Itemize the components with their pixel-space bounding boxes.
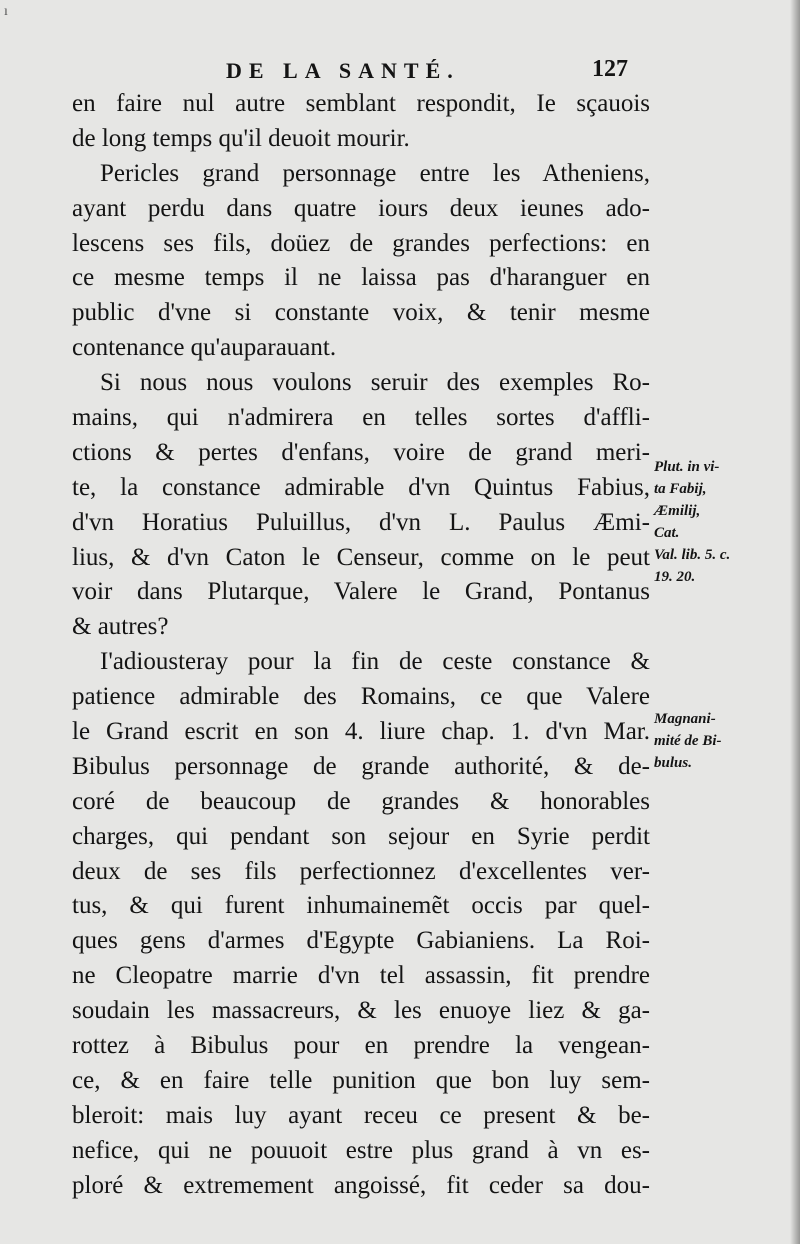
text-line: bleroit: mais luy ayant receu ce present & be-	[72, 1101, 650, 1129]
page-header	[0, 58, 800, 88]
text-line: le Grand escrit en son 4. liure chap. 1. d'vn Mar.	[72, 718, 650, 746]
text-line: tus, & qui furent inhumainemẽt occis par quel-	[72, 892, 650, 920]
text-line: I'adiousteray pour la fin de ceste constance &	[100, 648, 650, 676]
text-line: d'vn Horatius Puluillus, d'vn L. Paulus Æmi-	[72, 508, 650, 536]
text-line: ne Cleopatre marrie d'vn tel assassin, fit prendre	[72, 962, 650, 990]
text-line: te, la constance admirable d'vn Quintus Fabius,	[72, 473, 650, 501]
paragraph	[72, 366, 650, 645]
text-line: contenance qu'auparauant.	[72, 334, 337, 362]
text-line: de long temps qu'il deuoit mourir.	[72, 124, 410, 152]
text-line: lius, & d'vn Caton le Censeur, comme on le peut	[72, 543, 650, 571]
margin-note-sources	[654, 456, 774, 588]
margin-note-line: mité de Bi-	[654, 733, 722, 749]
page-number: 127	[592, 56, 628, 82]
text-line: lescens ses fils, doüez de grandes perfections: en	[72, 229, 650, 257]
text-line: ploré & extremement angoissé, fit ceder sa dou-	[72, 1171, 650, 1199]
text-line: ctions & pertes d'enfans, voire de grand meri-	[72, 438, 650, 466]
text-line: en faire nul autre semblant respondit, Ie sçauois	[72, 90, 650, 117]
margin-note-line: Val. lib. 5. c.	[654, 547, 731, 563]
running-head: DE LA SANTÉ.	[226, 58, 460, 83]
margin-note-line: Plut. in vi-	[654, 459, 720, 475]
text-line: Bibulus personnage de grande authorité, & de-	[72, 752, 650, 780]
text-line: public d'vne si constante voix, & tenir mesme	[72, 299, 650, 327]
text-line: Pericles grand personnage entre les Atheniens,	[100, 159, 650, 187]
margin-note-line: bulus.	[654, 755, 692, 771]
text-line: charges, qui pendant son sejour en Syrie perdit	[72, 822, 650, 850]
text-line: deux de ses fils perfectionnez d'excellentes ver-	[72, 857, 650, 885]
paragraph	[72, 645, 650, 1203]
text-line: patience admirable des Romains, ce que Valere	[72, 683, 650, 711]
margin-note-line: Æmilij,	[654, 503, 701, 519]
text-line: voir dans Plutarque, Valere le Grand, Pontanus	[72, 578, 650, 606]
text-line: rottez à Bibulus pour en prendre la vengean-	[72, 1032, 650, 1060]
text-line: ce mesme temps il ne laissa pas d'haranguer en	[72, 264, 650, 292]
margin-note-line: Cat.	[654, 525, 680, 541]
text-line: mains, qui n'admirera en telles sortes d'affli-	[72, 404, 650, 432]
text-line: Si nous nous voulons seruir des exemples Ro-	[100, 369, 650, 397]
scan-artifact-mark: ı	[4, 4, 8, 19]
margin-note-line: Magnani-	[654, 711, 716, 727]
paragraph	[72, 87, 650, 157]
text-line: soudain les massacreurs, & les enuoye liez & ga-	[72, 997, 650, 1025]
text-line: ayant perdu dans quatre iours deux ieunes ado-	[72, 194, 650, 222]
text-line: & autres?	[72, 613, 169, 641]
text-line: ques gens d'armes d'Egypte Gabianiens. La Roi-	[72, 927, 650, 955]
text-line: nefice, qui ne pouuoit estre plus grand à vn es-	[72, 1136, 650, 1164]
body-text	[72, 87, 650, 1204]
margin-note-line: 19. 20.	[654, 569, 696, 585]
text-line: ce, & en faire telle punition que bon luy sem-	[72, 1066, 650, 1094]
text-line: coré de beaucoup de grandes & honorables	[72, 787, 650, 815]
paragraph	[72, 157, 650, 366]
margin-note-bibulus	[654, 708, 774, 774]
margin-note-line: ta Fabij,	[654, 481, 707, 497]
